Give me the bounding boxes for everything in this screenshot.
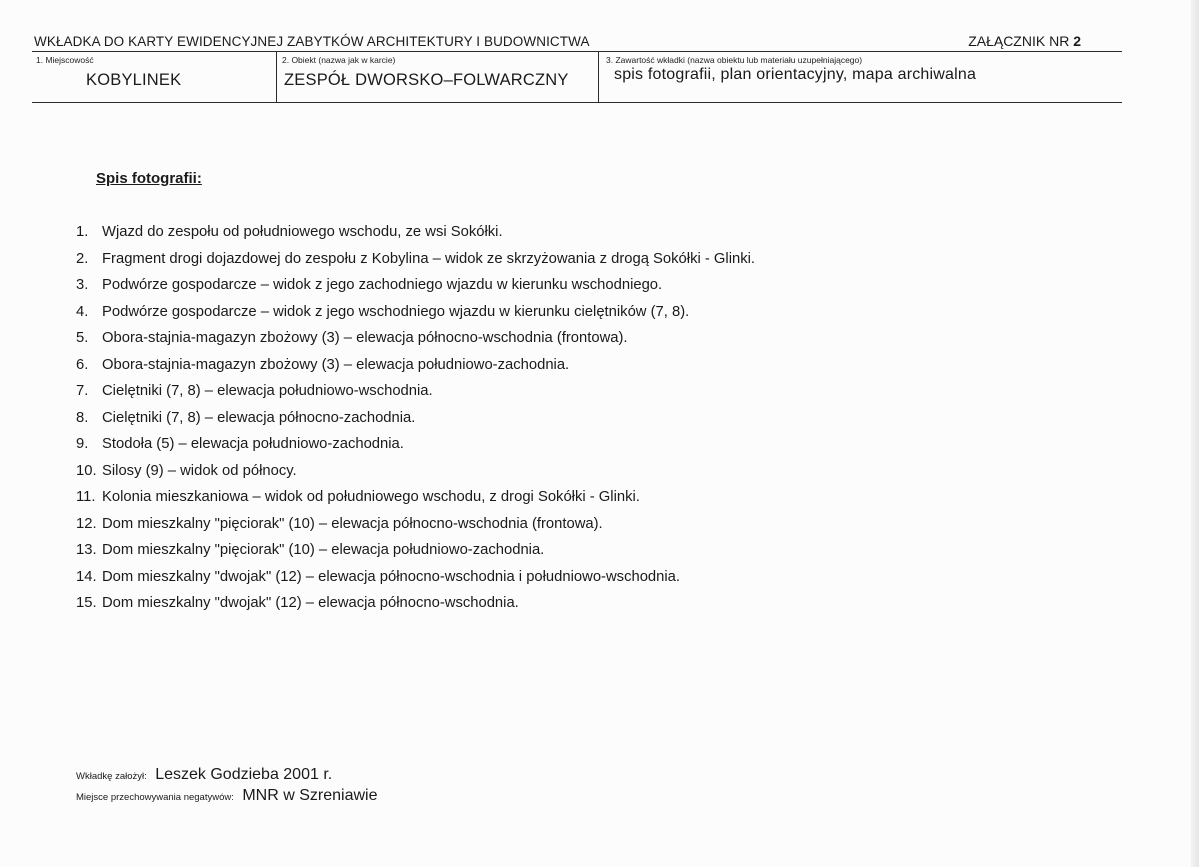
list-item — [76, 593, 755, 620]
annex-label-text: ZAŁĄCZNIK NR — [968, 33, 1070, 49]
place-label: 1. Miejscowość — [36, 55, 94, 65]
list-item — [76, 249, 755, 276]
item-text: Dom mieszkalny "pięciorak" (10) – elewacja południowo-zachodnia. — [102, 542, 545, 558]
author-row — [76, 766, 332, 784]
list-item — [76, 302, 755, 329]
content-label: 3. Zawartość wkładki (nazwa obiektu lub materiału uzupełniającego) — [606, 55, 863, 65]
item-number: 12. — [76, 515, 97, 532]
item-number: 13. — [76, 542, 97, 558]
scan-edge — [1191, 0, 1199, 867]
item-text: Stodoła (5) – elewacja południowo-zachodnia. — [102, 436, 404, 452]
content-value: spis fotografii, plan orientacyjny, mapa archiwalna — [614, 66, 977, 83]
annex-number: 2 — [1073, 33, 1081, 49]
item-text: Silosy (9) – widok od północy. — [102, 462, 297, 479]
field-divider-1 — [276, 51, 277, 102]
list-item — [76, 222, 755, 249]
item-number: 4. — [76, 303, 89, 320]
item-number: 10. — [76, 462, 97, 479]
item-text: Cielętniki (7, 8) – elewacja południowo-wschodnia. — [102, 383, 433, 399]
form-title: WKŁADKA DO KARTY EWIDENCYJNEJ ZABYTKÓW ARCHITEKTURY I BUDOWNICTWA — [34, 34, 590, 49]
object-label: 2. Obiekt (nazwa jak w karcie) — [282, 55, 396, 65]
list-item — [76, 275, 755, 302]
item-text: Dom mieszkalny "dwojak" (12) – elewacja północno-wschodnia. — [102, 595, 519, 611]
author-value: Leszek Godzieba 2001 r. — [155, 766, 333, 783]
list-item — [76, 567, 755, 594]
list-item — [76, 434, 755, 461]
item-number: 5. — [76, 330, 89, 346]
list-item — [76, 514, 755, 541]
storage-value: MNR w Szreniawie — [242, 787, 378, 804]
list-item — [76, 328, 755, 355]
item-number: 14. — [76, 568, 97, 585]
item-text: Dom mieszkalny "dwojak" (12) – elewacja północno-wschodnia i południowo-wschodnia. — [102, 568, 681, 585]
list-item — [76, 381, 755, 408]
item-text: Wjazd do zespołu od południowego wschodu, ze wsi Sokółki. — [102, 224, 503, 240]
item-text: Obora-stajnia-magazyn zbożowy (3) – elewacja północno-wschodnia (frontowa). — [102, 330, 628, 346]
item-number: 8. — [76, 409, 89, 426]
item-text: Kolonia mieszkaniowa – widok od południowego wschodu, z drogi Sokółki - Glinki. — [102, 489, 640, 505]
item-number: 9. — [76, 436, 89, 452]
item-text: Cielętniki (7, 8) – elewacja północno-zachodnia. — [102, 409, 416, 426]
item-number: 6. — [76, 356, 89, 373]
item-number: 3. — [76, 277, 89, 293]
author-label: Wkładkę założył: — [76, 771, 147, 782]
field-divider-2 — [598, 51, 599, 102]
annex-label — [968, 33, 1081, 49]
object-value: ZESPÓŁ DWORSKO–FOLWARCZNY — [284, 71, 569, 89]
item-number: 11. — [76, 489, 96, 505]
item-number: 7. — [76, 383, 89, 399]
photo-list-title: Spis fotografii: — [96, 170, 202, 187]
place-value: KOBYLINEK — [86, 71, 182, 89]
item-number: 2. — [76, 250, 89, 267]
item-number: 1. — [76, 224, 89, 240]
item-text: Fragment drogi dojazdowej do zespołu z Kobylina – widok ze skrzyżowania z drogą Sokółki - Glinki. — [102, 250, 756, 267]
list-item — [76, 461, 755, 488]
list-item — [76, 408, 755, 435]
header-bottom-rule — [32, 102, 1122, 103]
storage-label: Miejsce przechowywania negatywów: — [76, 792, 234, 803]
header-top-rule — [32, 51, 1122, 52]
list-item — [76, 540, 755, 567]
list-item — [76, 487, 755, 514]
item-text: Podwórze gospodarcze – widok z jego zachodniego wjazdu w kierunku wschodniego. — [102, 277, 663, 293]
item-text: Obora-stajnia-magazyn zbożowy (3) – elewacja południowo-zachodnia. — [102, 356, 570, 373]
photo-list — [76, 222, 755, 620]
list-item — [76, 355, 755, 382]
item-text: Dom mieszkalny "pięciorak" (10) – elewacja północno-wschodnia (frontowa). — [102, 515, 603, 532]
item-number: 15. — [76, 595, 97, 611]
storage-row — [76, 787, 377, 805]
item-text: Podwórze gospodarcze – widok z jego wschodniego wjazdu w kierunku cielętników (7, 8). — [102, 303, 690, 320]
